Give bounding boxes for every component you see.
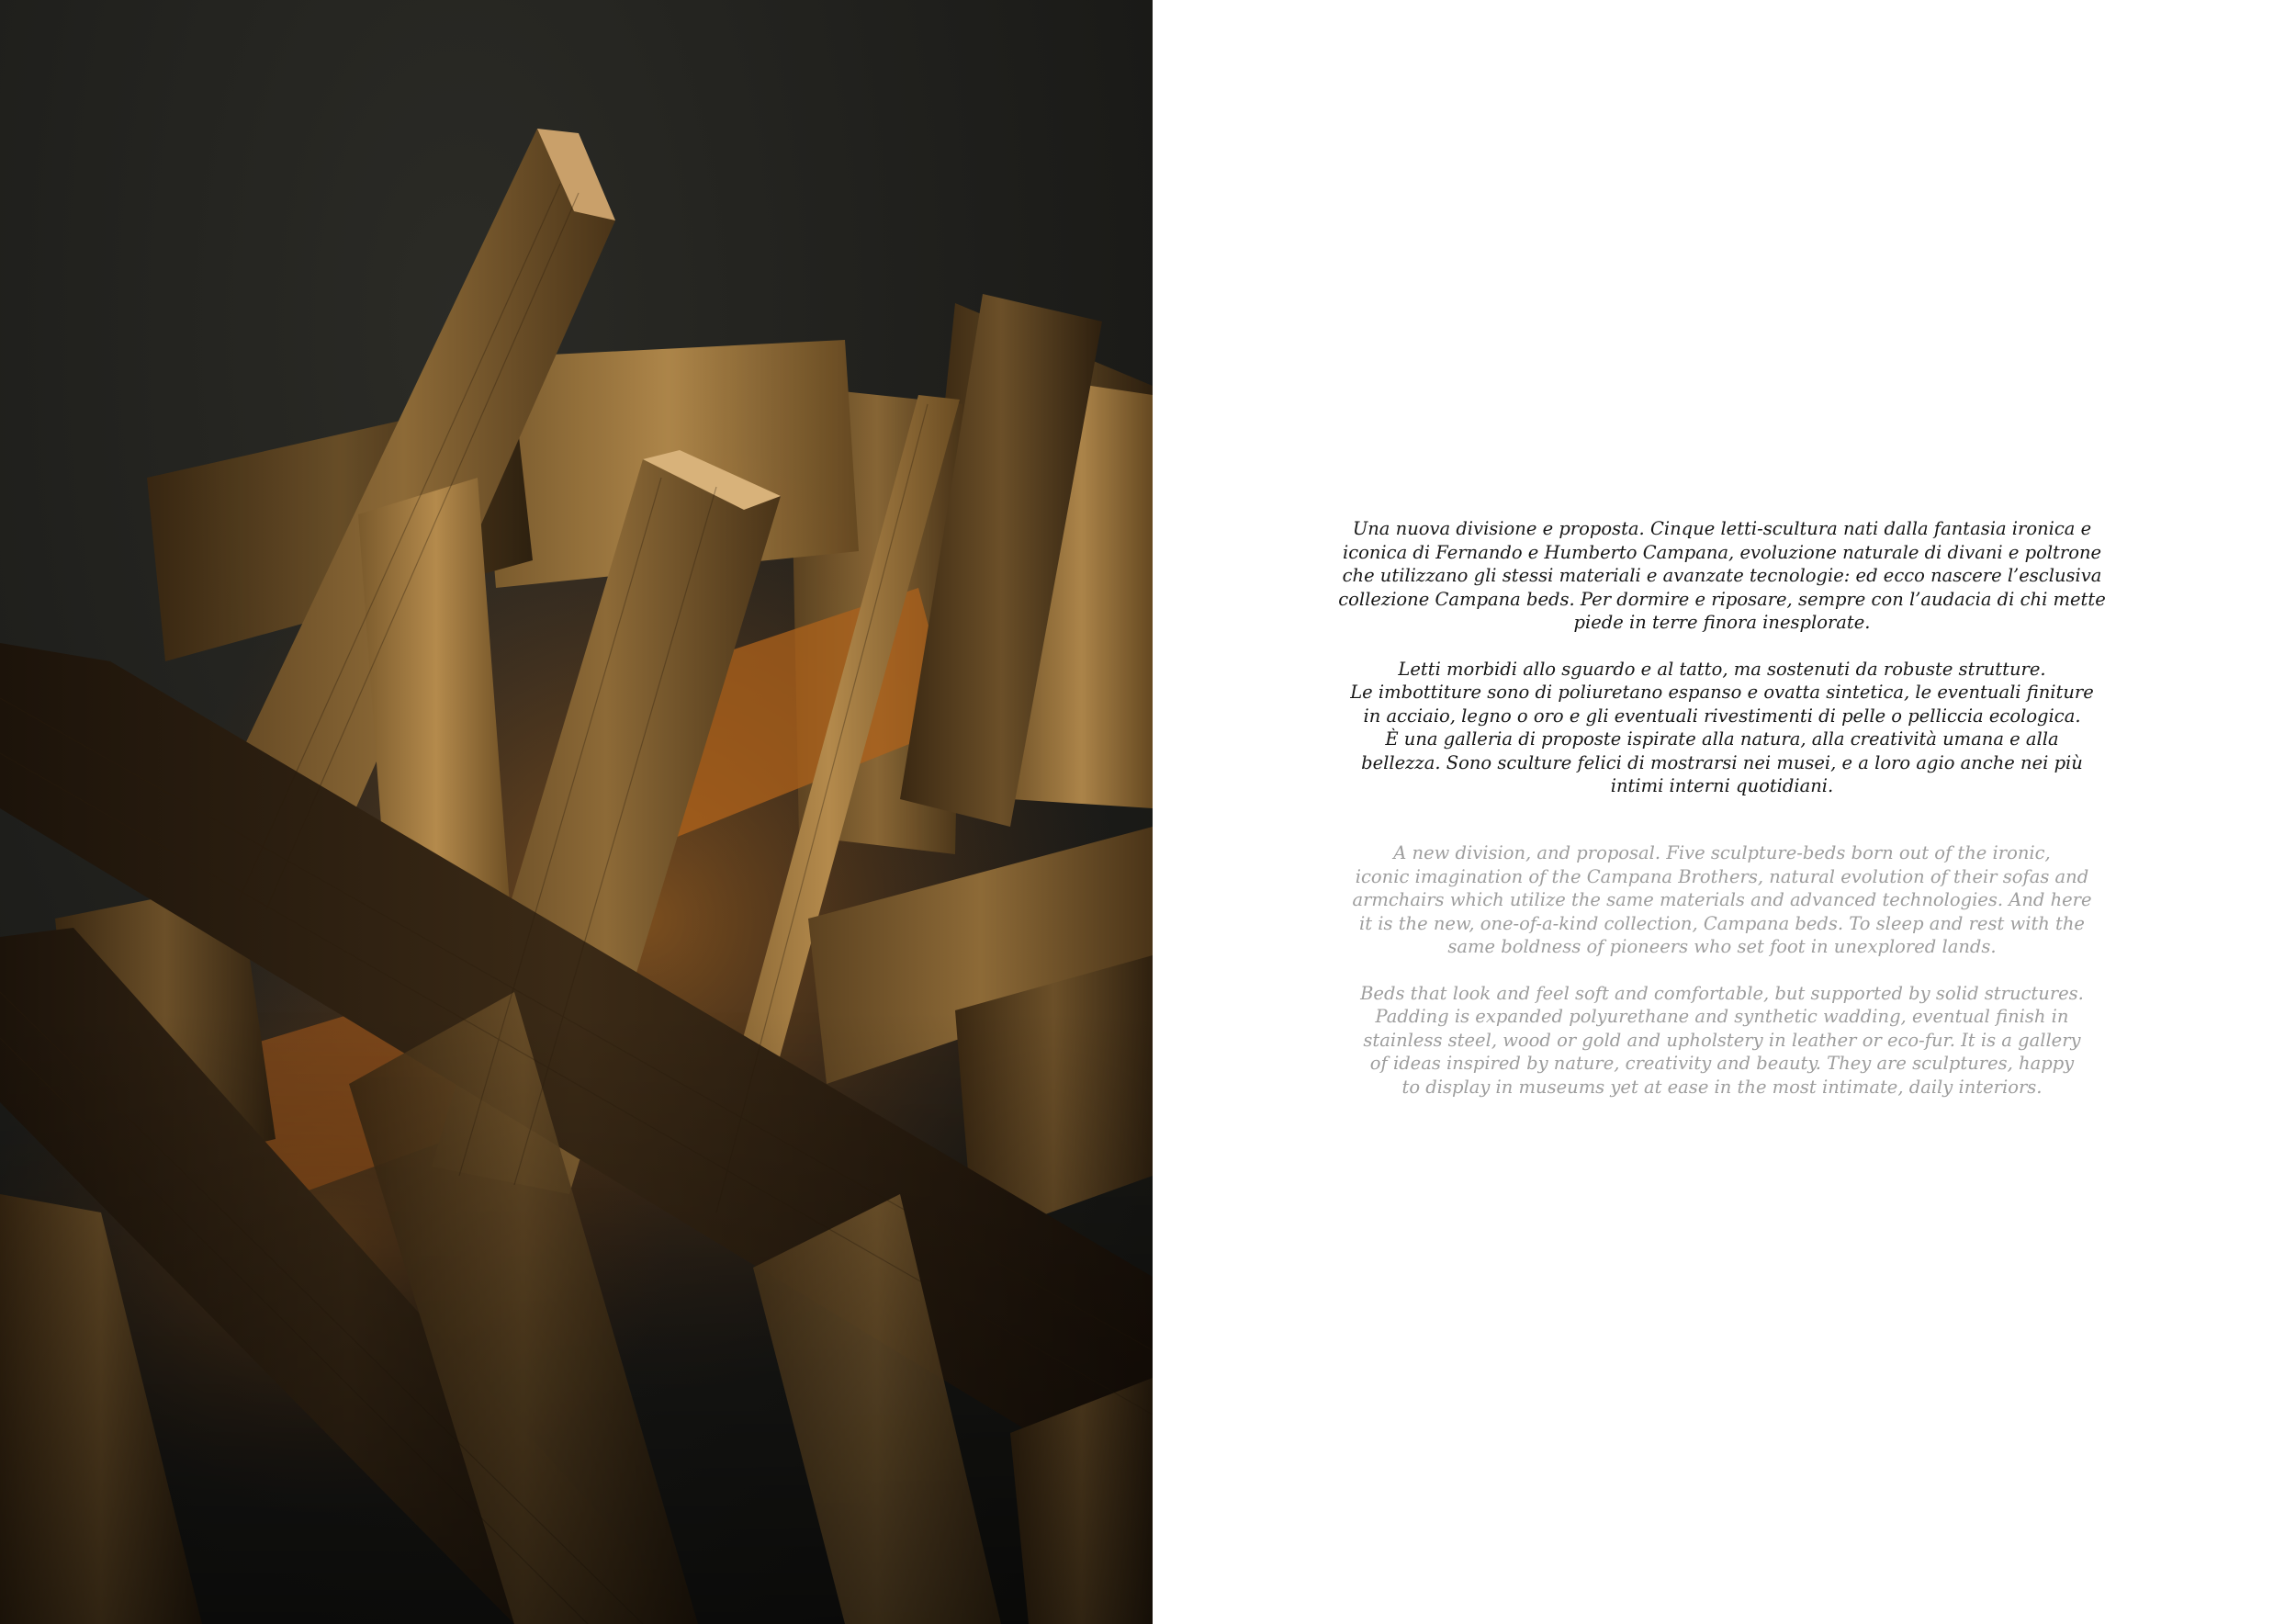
- italian-paragraph-1: [1336, 517, 2108, 635]
- text-line: armchairs which utilize the same materials and advanced technologies. And here: [1352, 889, 2092, 910]
- text-line: to display in museums yet at ease in the most intimate, daily interiors.: [1401, 1076, 2043, 1098]
- text-page: [1153, 0, 2296, 1624]
- text-line: Padding is expanded polyurethane and synthetic wadding, eventual finish in: [1375, 1006, 2069, 1027]
- italian-paragraph-2: [1336, 658, 2108, 798]
- text-line: it is the new, one-of-a-kind collection, Campana beds. To sleep and rest with the: [1359, 912, 2085, 934]
- text-line: piede in terre finora inesplorate.: [1573, 612, 1871, 633]
- english-paragraph-2: [1336, 982, 2108, 1100]
- text-line: A new division, and proposal. Five sculpture-beds born out of the ironic,: [1393, 842, 2051, 863]
- text-line: iconic imagination of the Campana Brothers, natural evolution of their sofas and: [1355, 865, 2089, 887]
- text-line: stainless steel, wood or gold and upholstery in leather or eco-fur. It is a gallery: [1363, 1029, 2081, 1051]
- text-line: Le imbottiture sono di poliuretano espanso e ovatta sintetica, le eventuali finiture: [1350, 682, 2094, 703]
- english-text: [1336, 841, 2108, 1099]
- text-line: Una nuova divisione e proposta. Cinque letti-scultura nati dalla fantasia ironica e: [1352, 518, 2092, 539]
- text-line: intimi interni quotidiani.: [1610, 775, 1834, 796]
- italian-text: [1336, 517, 2108, 798]
- text-line: iconica di Fernando e Humberto Campana, evoluzione naturale di divani e poltrone: [1342, 541, 2102, 563]
- text-line: of ideas inspired by nature, creativity and beauty. They are sculptures, happy: [1369, 1053, 2075, 1074]
- english-paragraph-1: [1336, 841, 2108, 959]
- text-line: bellezza. Sono sculture felici di mostrarsi nei musei, e a loro agio anche nei più: [1361, 751, 2083, 773]
- text-line: collezione Campana beds. Per dormire e riposare, sempre con l’audacia di chi mette: [1338, 588, 2106, 610]
- text-line: che utilizzano gli stessi materiali e avanzate tecnologie: ed ecco nascere l’esclusiva: [1342, 565, 2102, 586]
- text-line: Letti morbidi allo sguardo e al tatto, ma sostenuti da robuste strutture.: [1398, 658, 2046, 680]
- text-line: same boldness of pioneers who set foot in unexplored lands.: [1447, 936, 1997, 957]
- text-line: È una galleria di proposte ispirate alla natura, alla creatività umana e alla: [1385, 728, 2059, 750]
- text-line: in acciaio, legno o oro e gli eventuali rivestimenti di pelle o pelliccia ecologica.: [1363, 705, 2081, 727]
- text-line: Beds that look and feel soft and comfortable, but supported by solid structures.: [1360, 982, 2084, 1004]
